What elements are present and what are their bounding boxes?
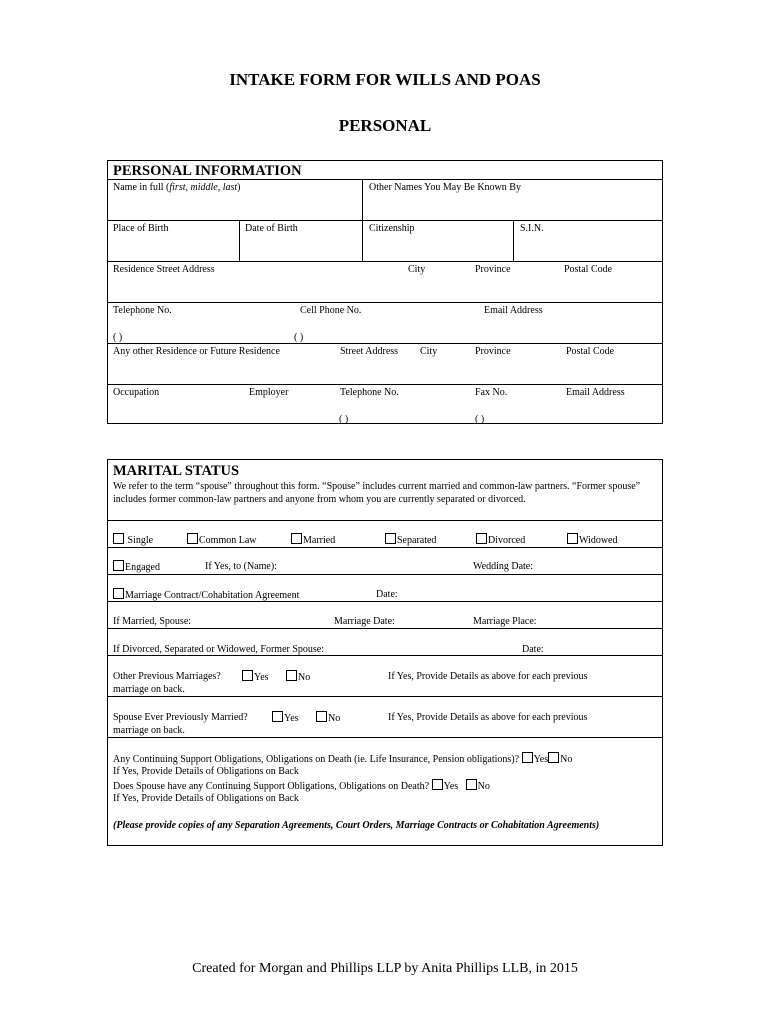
copies-note: (Please provide copies of any Separation Agreements, Court Orders, Marriage Contracts or Cohabitation Agreements) bbox=[113, 820, 600, 831]
support-obligations-line: Any Continuing Support Obligations, Obligations on Death (ie. Life Insurance, Pension obligations)? Yes No bbox=[113, 754, 573, 765]
personal-heading-row bbox=[108, 161, 662, 180]
spouse-prev-married-label: Spouse Ever Previously Married? bbox=[113, 712, 248, 723]
fax-area-code: ( ) bbox=[475, 414, 485, 425]
residence-address-label: Residence Street Address bbox=[113, 264, 215, 275]
former-spouse-row bbox=[108, 629, 662, 656]
spouse-support-no-checkbox[interactable] bbox=[466, 779, 477, 790]
other-names-label: Other Names You May Be Known By bbox=[369, 182, 521, 193]
spouse-support-yes-checkbox[interactable] bbox=[432, 779, 443, 790]
other-residence-row bbox=[108, 344, 662, 385]
wedding-date-label: Wedding Date: bbox=[473, 561, 534, 572]
single-option[interactable]: Single bbox=[113, 533, 153, 547]
spouse-prev-details: If Yes, Provide Details as above for each previous bbox=[388, 712, 588, 723]
single-checkbox[interactable] bbox=[113, 533, 124, 544]
if-married-spouse-label: If Married, Spouse: bbox=[113, 616, 192, 627]
married-option[interactable]: Married bbox=[291, 533, 335, 547]
employer-label: Employer bbox=[249, 387, 289, 398]
spouse-support-line: Does Spouse have any Continuing Support Obligations, Obligations on Death? Yes No bbox=[113, 781, 490, 792]
place-of-birth-label: Place of Birth bbox=[113, 223, 169, 234]
marital-heading-row bbox=[108, 460, 662, 521]
separated-checkbox[interactable] bbox=[385, 533, 396, 544]
other-marriages-no-checkbox[interactable] bbox=[286, 670, 297, 681]
citizenship-label: Citizenship bbox=[369, 223, 415, 234]
spouse-prev-no-option[interactable]: No bbox=[316, 711, 340, 725]
city-label: City bbox=[408, 264, 426, 275]
marital-intro: We refer to the term “spouse” throughout this form. “Spouse” includes current married and common-law partners. “Former spouse” includes former common-law partners and anyone from whom you are currently separated or divorced. bbox=[113, 481, 641, 505]
marriage-contract-row bbox=[108, 575, 662, 602]
other-marriages-yes-checkbox[interactable] bbox=[242, 670, 253, 681]
personal-heading: PERSONAL INFORMATION bbox=[113, 163, 302, 179]
marriage-place-label: Marriage Place: bbox=[473, 616, 537, 627]
common-law-checkbox[interactable] bbox=[187, 533, 198, 544]
marriage-contract-option[interactable]: Marriage Contract/Cohabitation Agreement bbox=[113, 588, 299, 602]
cell-phone-label: Cell Phone No. bbox=[300, 305, 362, 316]
spouse-prev-yes-option[interactable]: Yes bbox=[272, 711, 299, 725]
support-yes-checkbox[interactable] bbox=[522, 752, 533, 763]
other-postal-code-label: Postal Code bbox=[566, 346, 615, 357]
former-spouse-date-label: Date: bbox=[522, 644, 544, 655]
postal-code-label: Postal Code bbox=[564, 264, 613, 275]
spouse-support-details-label: If Yes, Provide Details of Obligations on Back bbox=[113, 793, 299, 804]
occupation-telephone-area-code: ( ) bbox=[339, 414, 349, 425]
occupation-email-label: Email Address bbox=[566, 387, 625, 398]
support-details-label: If Yes, Provide Details of Obligations on Back bbox=[113, 766, 299, 777]
personal-information-section bbox=[107, 160, 663, 424]
spouse-support-label: Does Spouse have any Continuing Support Obligations, Obligations on Death? bbox=[113, 781, 430, 792]
spouse-prev-yes-checkbox[interactable] bbox=[272, 711, 283, 722]
other-marriages-yes-option[interactable]: Yes bbox=[242, 670, 269, 684]
page-title: INTAKE FORM FOR WILLS AND POAS bbox=[229, 70, 541, 89]
other-city-label: City bbox=[420, 346, 438, 357]
date-of-birth-label: Date of Birth bbox=[245, 223, 298, 234]
telephone-label: Telephone No. bbox=[113, 305, 172, 316]
other-marriages-row bbox=[108, 656, 662, 697]
spouse-prev-no-checkbox[interactable] bbox=[316, 711, 327, 722]
fax-label: Fax No. bbox=[475, 387, 508, 398]
if-yes-name-label: If Yes, to (Name): bbox=[205, 561, 277, 572]
marriage-date-label: Marriage Date: bbox=[334, 616, 395, 627]
widowed-option[interactable]: Widowed bbox=[567, 533, 617, 547]
cell-area-code: ( ) bbox=[294, 332, 304, 343]
other-province-label: Province bbox=[475, 346, 511, 357]
marital-status-section bbox=[107, 459, 663, 846]
divorced-option[interactable]: Divorced bbox=[476, 533, 525, 547]
support-obligations-row bbox=[108, 738, 662, 847]
telephone-row bbox=[108, 303, 662, 344]
other-marriages-on-back: marriage on back. bbox=[113, 684, 185, 695]
other-prev-marriages-label: Other Previous Marriages? bbox=[113, 671, 221, 682]
occupation-telephone-label: Telephone No. bbox=[340, 387, 399, 398]
spouse-prev-on-back: marriage on back. bbox=[113, 725, 185, 736]
engaged-checkbox[interactable] bbox=[113, 560, 124, 571]
widowed-checkbox[interactable] bbox=[567, 533, 578, 544]
married-checkbox[interactable] bbox=[291, 533, 302, 544]
marriage-contract-checkbox[interactable] bbox=[113, 588, 124, 599]
other-residence-label: Any other Residence or Future Residence bbox=[113, 346, 280, 357]
engaged-option[interactable]: Engaged bbox=[113, 560, 160, 574]
former-spouse-label: If Divorced, Separated or Widowed, Former Spouse: bbox=[113, 644, 325, 655]
separated-option[interactable]: Separated bbox=[385, 533, 436, 547]
support-obligations-label: Any Continuing Support Obligations, Obligations on Death (ie. Life Insurance, Pension obligations)? bbox=[113, 754, 520, 765]
footer-credit: Created for Morgan and Phillips LLP by Anita Phillips LLB, in 2015 bbox=[192, 961, 578, 976]
engaged-row bbox=[108, 548, 662, 575]
status-checkbox-row bbox=[108, 521, 662, 548]
support-no-checkbox[interactable] bbox=[548, 752, 559, 763]
street-address-label: Street Address bbox=[340, 346, 399, 357]
email-label: Email Address bbox=[484, 305, 543, 316]
other-marriages-details: If Yes, Provide Details as above for each previous bbox=[388, 671, 588, 682]
contract-date-label: Date: bbox=[376, 589, 398, 600]
name-row bbox=[108, 180, 662, 221]
birth-row bbox=[108, 221, 662, 262]
name-full-label: Name in full (first, middle, last) bbox=[113, 182, 241, 193]
province-label: Province bbox=[475, 264, 511, 275]
marital-heading: MARITAL STATUS bbox=[113, 463, 240, 479]
spouse-prev-married-row bbox=[108, 697, 662, 738]
common-law-option[interactable]: Common Law bbox=[187, 533, 257, 547]
spouse-row bbox=[108, 602, 662, 629]
sin-label: S.I.N. bbox=[520, 223, 544, 234]
residence-row bbox=[108, 262, 662, 303]
other-marriages-no-option[interactable]: No bbox=[286, 670, 310, 684]
page-subtitle: PERSONAL bbox=[338, 116, 432, 135]
divorced-checkbox[interactable] bbox=[476, 533, 487, 544]
occupation-label: Occupation bbox=[113, 387, 160, 398]
telephone-area-code: ( ) bbox=[113, 332, 123, 343]
occupation-row bbox=[108, 385, 662, 425]
